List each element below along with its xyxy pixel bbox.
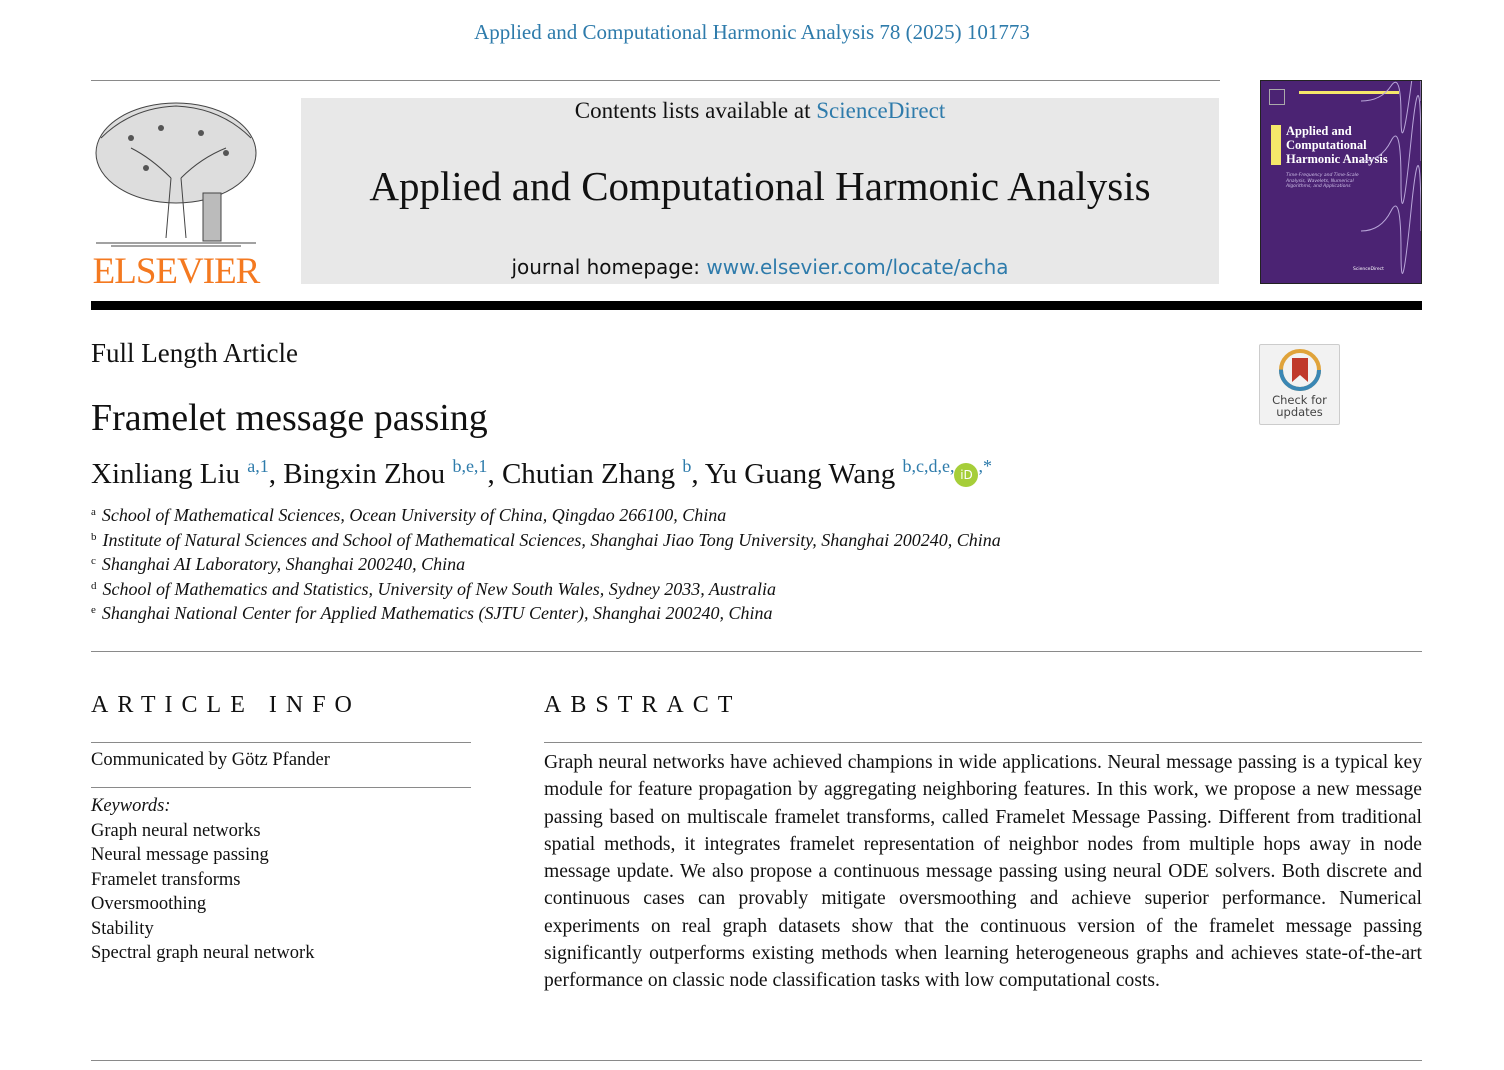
author-affiliation-sup[interactable]: b,c,d,e,	[902, 456, 955, 476]
cover-elsevier-icon	[1269, 89, 1285, 105]
affiliation	[91, 530, 1001, 555]
abstract-text: Graph neural networks have achieved champions in wide applications. Neural message passing is a typical key module for feature propagation by aggregating neighboring features. In this work, we propose a new message passing based on multiscale framelet transforms, called Framelet Message Passing. Different from traditional spatial methods, it integrates framelet representation of neighbor nodes from multiple hops away in node message update. We also propose a continuous message passing using neural ODE solvers. Both discrete and continuous cases can provably mitigate oversmoothing and achieve superior performance. Numerical experiments on real graph datasets show that the continuous version of the framelet message passing significantly outperforms existing methods when learning heterogeneous graphs and achieves state-of-the-art performance on classic node classification tasks with low computational costs.	[544, 752, 1422, 992]
affiliation-text: School of Mathematics and Statistics, University of New South Wales, Sydney 2033, Australia	[102, 578, 776, 599]
divider	[91, 80, 1220, 81]
author-affiliation-sup[interactable]: b	[682, 456, 692, 476]
affiliation-key: a	[91, 506, 96, 518]
affiliation-text: Shanghai AI Laboratory, Shanghai 200240, China	[101, 554, 466, 574]
cover-subtitle: Time-Frequency and Time-Scale Analysis, Wavelets, Numerical Algorithms, and Applications	[1286, 173, 1359, 189]
affiliation-text: Shanghai National Center for Applied Mathematics (SJTU Center), Shanghai 200240, China	[101, 603, 773, 623]
author-name[interactable]: Yu Guang Wang	[704, 458, 896, 490]
check-updates-line2: updates	[1276, 405, 1323, 419]
check-updates-icon	[1278, 348, 1322, 392]
article-info-heading: ARTICLE INFO	[91, 692, 361, 718]
keyword: Graph neural networks	[91, 820, 261, 841]
author-name[interactable]: Bingxin Zhou	[283, 458, 446, 490]
sciencedirect-link[interactable]: ScienceDirect	[816, 98, 946, 123]
divider	[91, 787, 471, 788]
affiliation-key: b	[91, 530, 97, 543]
article-title: Framelet message passing	[91, 397, 488, 439]
divider	[91, 742, 471, 743]
keywords	[91, 794, 314, 966]
author-affiliation-sup[interactable]: b,e,1	[452, 456, 488, 476]
keyword: Spectral graph neural network	[91, 943, 315, 963]
keyword: Stability	[91, 918, 154, 939]
keyword: Neural message passing	[91, 845, 269, 865]
abstract-heading: ABSTRACT	[544, 692, 742, 718]
affiliation-key: e	[91, 604, 96, 616]
elsevier-wordmark: ELSEVIER	[92, 251, 260, 292]
affiliation-key: c	[91, 555, 96, 567]
check-for-updates-button[interactable]	[1259, 344, 1340, 425]
author-name[interactable]: Xinliang Liu	[91, 458, 241, 490]
affiliation	[91, 603, 1001, 628]
homepage-line	[301, 255, 1219, 279]
affiliation	[91, 505, 1001, 530]
journal-title: Applied and Computational Harmonic Analysis	[369, 163, 1151, 209]
affiliation-key: d	[91, 579, 97, 592]
author-name[interactable]: Chutian Zhang	[501, 458, 676, 490]
author-affiliation-sup[interactable]: a,1	[247, 456, 269, 476]
divider	[544, 742, 1422, 743]
divider	[91, 651, 1422, 652]
corresponding-author-mark[interactable]: ,*	[978, 456, 992, 476]
author-list: Xinliang Liu $^{a,1}$, Bingxin Zhou $^{b,e,1}$, Chutian Zhang $^b$, Yu Guang Wang $^{b,c,d,e,}$ iD ,*	[91, 456, 992, 490]
communicated-by: Communicated by Götz Pfander	[91, 750, 330, 770]
homepage-link[interactable]: www.elsevier.com/locate/acha	[706, 255, 1009, 279]
contents-prefix: Contents lists available at	[574, 98, 817, 123]
divider	[91, 1060, 1422, 1061]
orcid-icon[interactable]: iD	[954, 463, 978, 487]
affiliation	[91, 554, 1001, 579]
journal-banner	[301, 98, 1219, 284]
keyword: Oversmoothing	[91, 894, 207, 914]
contents-line	[301, 98, 1219, 124]
journal-cover-image[interactable]	[1260, 80, 1422, 284]
cover-footer: ScienceDirect	[1353, 267, 1384, 272]
affiliation-text: School of Mathematical Sciences, Ocean University of China, Qingdao 266100, China	[101, 505, 727, 525]
check-updates-line1: Check for	[1272, 393, 1327, 407]
cover-yellow-tab	[1271, 125, 1281, 165]
affiliation-text: Institute of Natural Sciences and School of Mathematical Sciences, Shanghai Jiao Tong University, Shanghai 200240, China	[102, 529, 1001, 550]
cover-wave-graphic	[1361, 81, 1422, 284]
keywords-label: Keywords:	[91, 796, 171, 816]
homepage-prefix: journal homepage:	[511, 255, 707, 279]
cover-title: Applied and Computational Harmonic Analysis	[1286, 124, 1388, 166]
journal-reference-link[interactable]: Applied and Computational Harmonic Analysis 78 (2025) 101773	[474, 20, 1030, 44]
article-type: Full Length Article	[91, 338, 298, 368]
affiliation	[91, 579, 1001, 604]
affiliations	[91, 505, 1001, 628]
keyword: Framelet transforms	[91, 869, 241, 890]
header-rule	[91, 301, 1422, 310]
